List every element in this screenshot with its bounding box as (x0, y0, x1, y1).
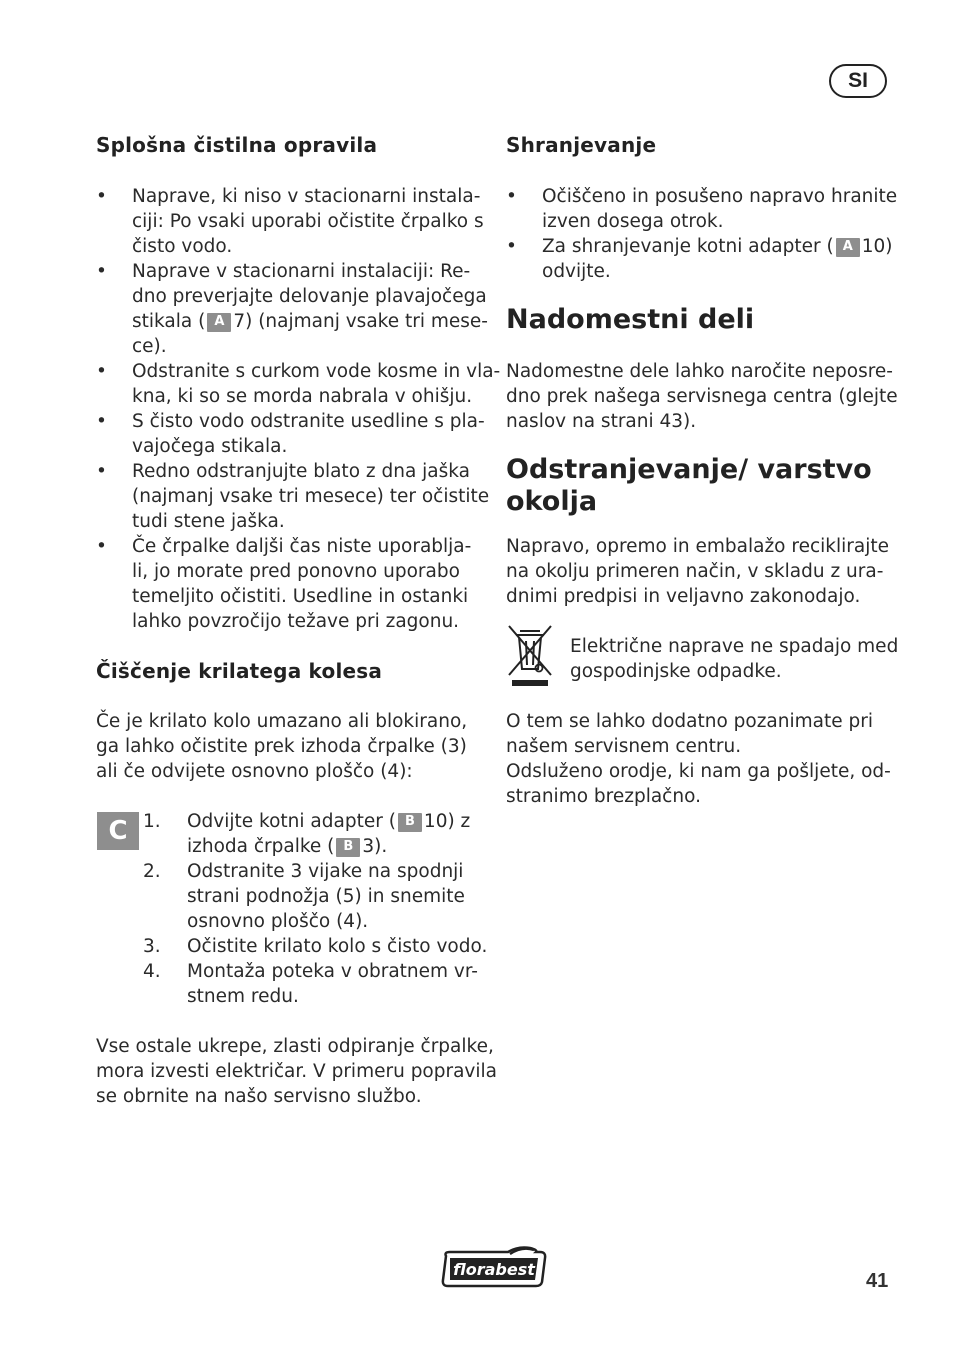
text-line: tudi stene jaška. (132, 511, 285, 532)
text-line: izven dosega otrok. (542, 211, 724, 232)
figure-ref-c: C (97, 812, 139, 850)
text-line: Odsluženo orodje, ki nam ga pošljete, od- (506, 761, 891, 782)
text-line: S čisto vodo odstranite usedline s pla- (132, 411, 485, 432)
text-line (187, 809, 470, 834)
text-line: dnimi predpisi in veljavno zakonodajo. (506, 586, 861, 607)
text-line: vajočega stikala. (132, 436, 288, 457)
text-line: Napravo, opremo in embalažo reciklirajte (506, 536, 889, 557)
text-line: Odstranite 3 vijake na spodnji (187, 861, 464, 882)
bullet-dot: • (96, 461, 107, 482)
text-line: mora izvesti električar. V primeru popravila (96, 1061, 498, 1082)
text-line: ciji: Po vsaki uporabi očistite črpalko s (132, 211, 484, 232)
text-line: stranimo brezplačno. (506, 786, 701, 807)
bullet-dot: • (96, 261, 107, 282)
text-line: Naprave, ki niso v stacionarni instala- (132, 186, 481, 207)
text-line: našem servisnem centru. (506, 736, 742, 757)
text-line: lahko povzročijo težave pri zagonu. (132, 611, 460, 632)
crossed-out-wheelie-bin-icon (506, 623, 554, 689)
text-line: se obrnite na našo servisno službo. (96, 1086, 422, 1107)
bullet-dot: • (96, 361, 107, 382)
text-line: (najmanj vsake tri mesece) ter očistite (132, 486, 490, 507)
text-line (542, 234, 893, 259)
text-line: stnem redu. (187, 986, 299, 1007)
section-heading-disposal-line2: okolja (506, 486, 598, 517)
text-fragment: Za shranjevanje kotni adapter ( (542, 236, 834, 257)
text-line: na okolju primeren način, v skladu z ura- (506, 561, 884, 582)
bullet-dot: • (96, 411, 107, 432)
bullet-dot: • (96, 186, 107, 207)
section-heading-storage: Shranjevanje (506, 133, 657, 157)
svg-text:florabest: florabest (453, 1260, 535, 1279)
section-heading-impeller: Čiščenje krilatega kolesa (96, 659, 383, 683)
figure-ref-b: B (398, 813, 422, 832)
text-line: Montaža poteka v obratnem vr- (187, 961, 478, 982)
text-line: čisto vodo. (132, 236, 233, 257)
figure-ref-a: A (836, 238, 860, 257)
bullet-dot: • (96, 536, 107, 557)
text-line: kna, ki so se morda nabrala v ohišju. (132, 386, 473, 407)
text-line: Vse ostale ukrepe, zlasti odpiranje črpalke, (96, 1036, 494, 1057)
text-line: gospodinjske odpadke. (570, 661, 782, 682)
text-line: ce). (132, 336, 167, 357)
text-line: ga lahko očistite prek izhoda črpalke (3) (96, 736, 467, 757)
text-line: temeljito očistiti. Usedline in ostanki (132, 586, 469, 607)
text-fragment: 7) (najmanj vsake tri mese- (233, 311, 488, 332)
text-line: Naprave v stacionarni instalaciji: Re- (132, 261, 471, 282)
text-line: O tem se lahko dodatno pozanimate pri (506, 711, 873, 732)
text-line: Nadomestne dele lahko naročite neposre- (506, 361, 893, 382)
text-fragment: Odvijte kotni adapter ( (187, 811, 396, 832)
text-line: ali če odvijete osnovno ploščo (4): (96, 761, 413, 782)
text-fragment: 10) (861, 236, 893, 257)
figure-ref-b: B (336, 838, 360, 857)
text-line: dno prek našega servisnega centra (glejte (506, 386, 898, 407)
text-line (132, 309, 488, 334)
text-line: Redno odstranjujte blato z dna jaška (132, 461, 471, 482)
step-number: 1. (143, 811, 161, 832)
language-badge: SI (829, 64, 887, 98)
text-line: Če je krilato kolo umazano ali blokirano, (96, 711, 468, 732)
text-line: dno preverjajte delovanje plavajočega (132, 286, 487, 307)
florabest-logo (438, 1244, 552, 1290)
text-line: naslov na strani 43). (506, 411, 697, 432)
figure-ref-a: A (207, 313, 231, 332)
text-line: odvijte. (542, 261, 611, 282)
section-heading-disposal: Odstranjevanje/ varstvo (506, 454, 872, 485)
text-line: Električne naprave ne spadajo med (570, 636, 899, 657)
page-number: 41 (866, 1270, 889, 1292)
text-fragment: izhoda črpalke ( (187, 836, 335, 857)
text-line: Očistite krilato kolo s čisto vodo. (187, 936, 488, 957)
step-number: 2. (143, 861, 161, 882)
text-line: Odstranite s curkom vode kosme in vla- (132, 361, 501, 382)
text-fragment: stikala ( (132, 311, 206, 332)
bullet-dot: • (506, 236, 517, 257)
text-fragment: 10) z (423, 811, 471, 832)
text-line: Očiščeno in posušeno napravo hranite (542, 186, 898, 207)
section-heading-cleaning: Splošna čistilna opravila (96, 133, 378, 157)
step-number: 4. (143, 961, 161, 982)
text-line: osnovno ploščo (4). (187, 911, 369, 932)
text-line: strani podnožja (5) in snemite (187, 886, 465, 907)
text-line: li, jo morate pred ponovno uporabo (132, 561, 460, 582)
text-fragment: 3). (362, 836, 388, 857)
section-heading-spare-parts: Nadomestni deli (506, 304, 755, 335)
step-number: 3. (143, 936, 161, 957)
text-line: Če črpalke daljši čas niste uporablja- (132, 536, 472, 557)
text-line (187, 834, 387, 859)
bullet-dot: • (506, 186, 517, 207)
